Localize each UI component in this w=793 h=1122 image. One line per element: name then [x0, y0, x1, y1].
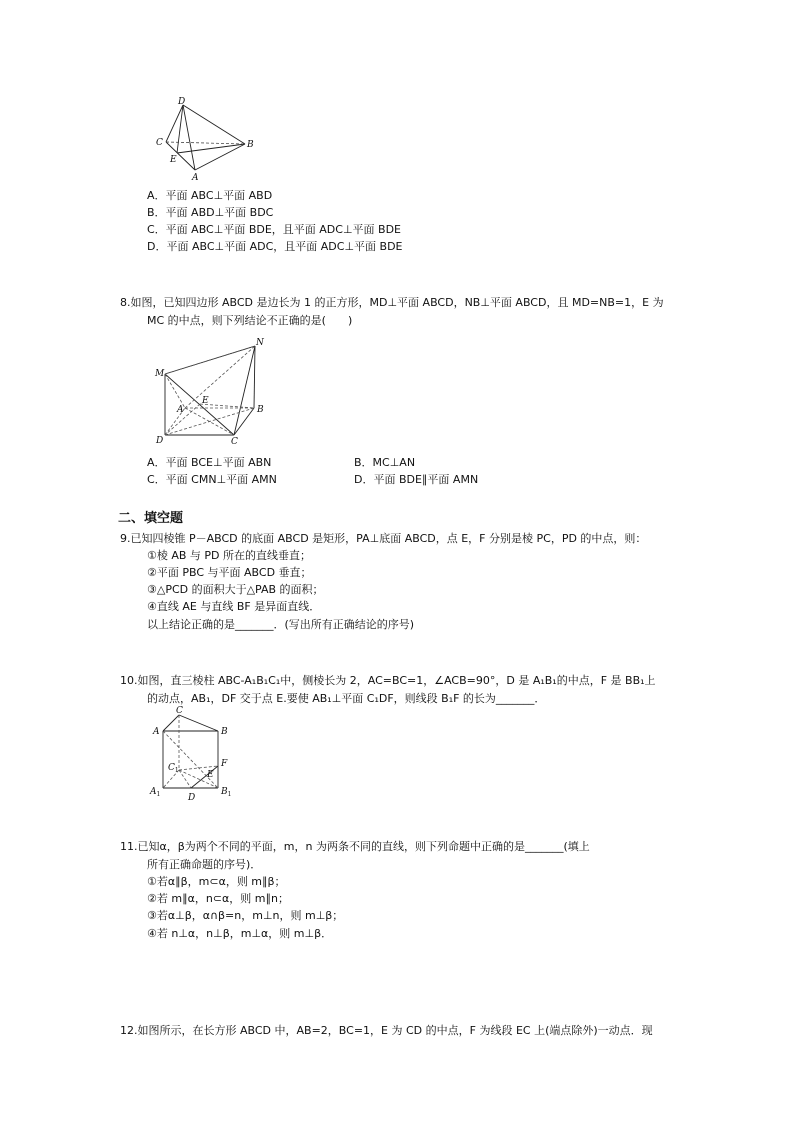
- q8-label-M: M: [155, 369, 165, 379]
- q10-label-B: B: [221, 727, 228, 737]
- q9-item-1: ①棱 AB 与 PD 所在的直线垂直；: [147, 549, 312, 562]
- q8-label-C: C: [231, 437, 238, 447]
- q10-stem-line2: 的动点，AB₁，DF 交于点 E.要使 AB₁⊥平面 C₁DF，则线段 B₁F 的长为_______．: [147, 692, 546, 705]
- q9-item-3: ③△PCD 的面积大于△PAB 的面积；: [147, 583, 324, 596]
- q10-label-A1-sub: 1: [156, 791, 161, 798]
- q10-label-B1-sub: 1: [227, 791, 232, 798]
- q10-figure: [145, 706, 240, 802]
- q11-item-4: ④若 n⊥α，n⊥β，m⊥α，则 m⊥β．: [147, 927, 333, 940]
- q10-label-A1: [149, 787, 160, 798]
- q9-stem: 9.已知四棱锥 P－ABCD 的底面 ABCD 是矩形，PA⊥底面 ABCD，点 E，F 分别是棱 PC，PD 的中点，则：: [120, 532, 647, 545]
- q11-stem-line1: 11.已知α，β为两个不同的平面，m，n 为两条不同的直线，则下列命题中正确的是_______(填上: [120, 840, 590, 853]
- q10-label-D: D: [188, 793, 196, 803]
- q8-option-c: C．平面 CMN⊥平面 AMN: [147, 473, 277, 486]
- q7-label-C: C: [156, 138, 163, 148]
- q8-option-b: B．MC⊥AN: [354, 456, 416, 469]
- q10-label-F: F: [221, 759, 228, 769]
- q10-label-A1-letter: A: [150, 787, 157, 797]
- q10-label-B1: [220, 787, 231, 798]
- q7-label-A: A: [192, 173, 199, 183]
- q9-item-2: ②平面 PBC 与平面 ABCD 垂直；: [147, 566, 312, 579]
- q10-label-E: E: [207, 770, 214, 780]
- q7-figure: [150, 96, 260, 182]
- q8-stem-line1: 8.如图，已知四边形 ABCD 是边长为 1 的正方形，MD⊥平面 ABCD，NB⊥平面 ABCD，且 MD=NB=1，E 为: [120, 296, 664, 309]
- q11-item-3: ③若α⊥β，α∩β=n，m⊥n，则 m⊥β；: [147, 909, 344, 922]
- q12-stem-line1: 12.如图所示，在长方形 ABCD 中，AB=2，BC=1，E 为 CD 的中点，F 为线段 EC 上(端点除外)一动点．现: [120, 1024, 653, 1037]
- q8-option-d: D．平面 BDE∥平面 AMN: [354, 473, 479, 486]
- q7-option-d: D．平面 ABC⊥平面 ADC，且平面 ADC⊥平面 BDE: [147, 240, 403, 253]
- q7-label-E: E: [170, 155, 177, 165]
- q8-figure: [150, 336, 270, 448]
- q11-item-1: ①若α∥β，m⊂α，则 m∥β；: [147, 875, 286, 888]
- q10-stem-line1: 10.如图，直三棱柱 ABC-A₁B₁C₁中，侧棱长为 2，AC=BC=1，∠ACB=90°，D 是 A₁B₁的中点，F 是 BB₁上: [120, 674, 656, 687]
- q10-label-C1-sub: 1: [174, 767, 179, 774]
- q10-label-B1-letter: B: [221, 787, 228, 797]
- q7-label-D: D: [178, 97, 186, 107]
- q9-item-4: ④直线 AE 与直线 BF 是异面直线．: [147, 600, 321, 613]
- q8-label-E: E: [202, 396, 209, 406]
- q8-stem-line2: MC 的中点，则下列结论不正确的是( ): [147, 314, 353, 327]
- q11-item-2: ②若 m∥α，n⊂α，则 m∥n；: [147, 892, 289, 905]
- q10-label-C1: [168, 763, 179, 774]
- q8-label-A: A: [177, 405, 184, 415]
- q7-option-c: C．平面 ABC⊥平面 BDE，且平面 ADC⊥平面 BDE: [147, 223, 401, 236]
- q8-label-B: B: [257, 405, 264, 415]
- q8-option-a: A．平面 BCE⊥平面 ABN: [147, 456, 272, 469]
- q7-option-b: B．平面 ABD⊥平面 BDC: [147, 206, 274, 219]
- q10-label-A: A: [153, 727, 160, 737]
- q8-label-N: N: [256, 338, 264, 348]
- q7-option-a: A．平面 ABC⊥平面 ABD: [147, 189, 273, 202]
- q7-label-B: B: [247, 140, 254, 150]
- q10-label-C: C: [176, 706, 183, 716]
- section-title: 二、填空题: [118, 511, 184, 526]
- q8-label-D: D: [156, 436, 164, 446]
- q10-label-C1-letter: C: [168, 763, 175, 773]
- q9-tail: 以上结论正确的是_______．(写出所有正确结论的序号): [147, 618, 415, 631]
- q11-stem-line2: 所有正确命题的序号)．: [147, 858, 262, 871]
